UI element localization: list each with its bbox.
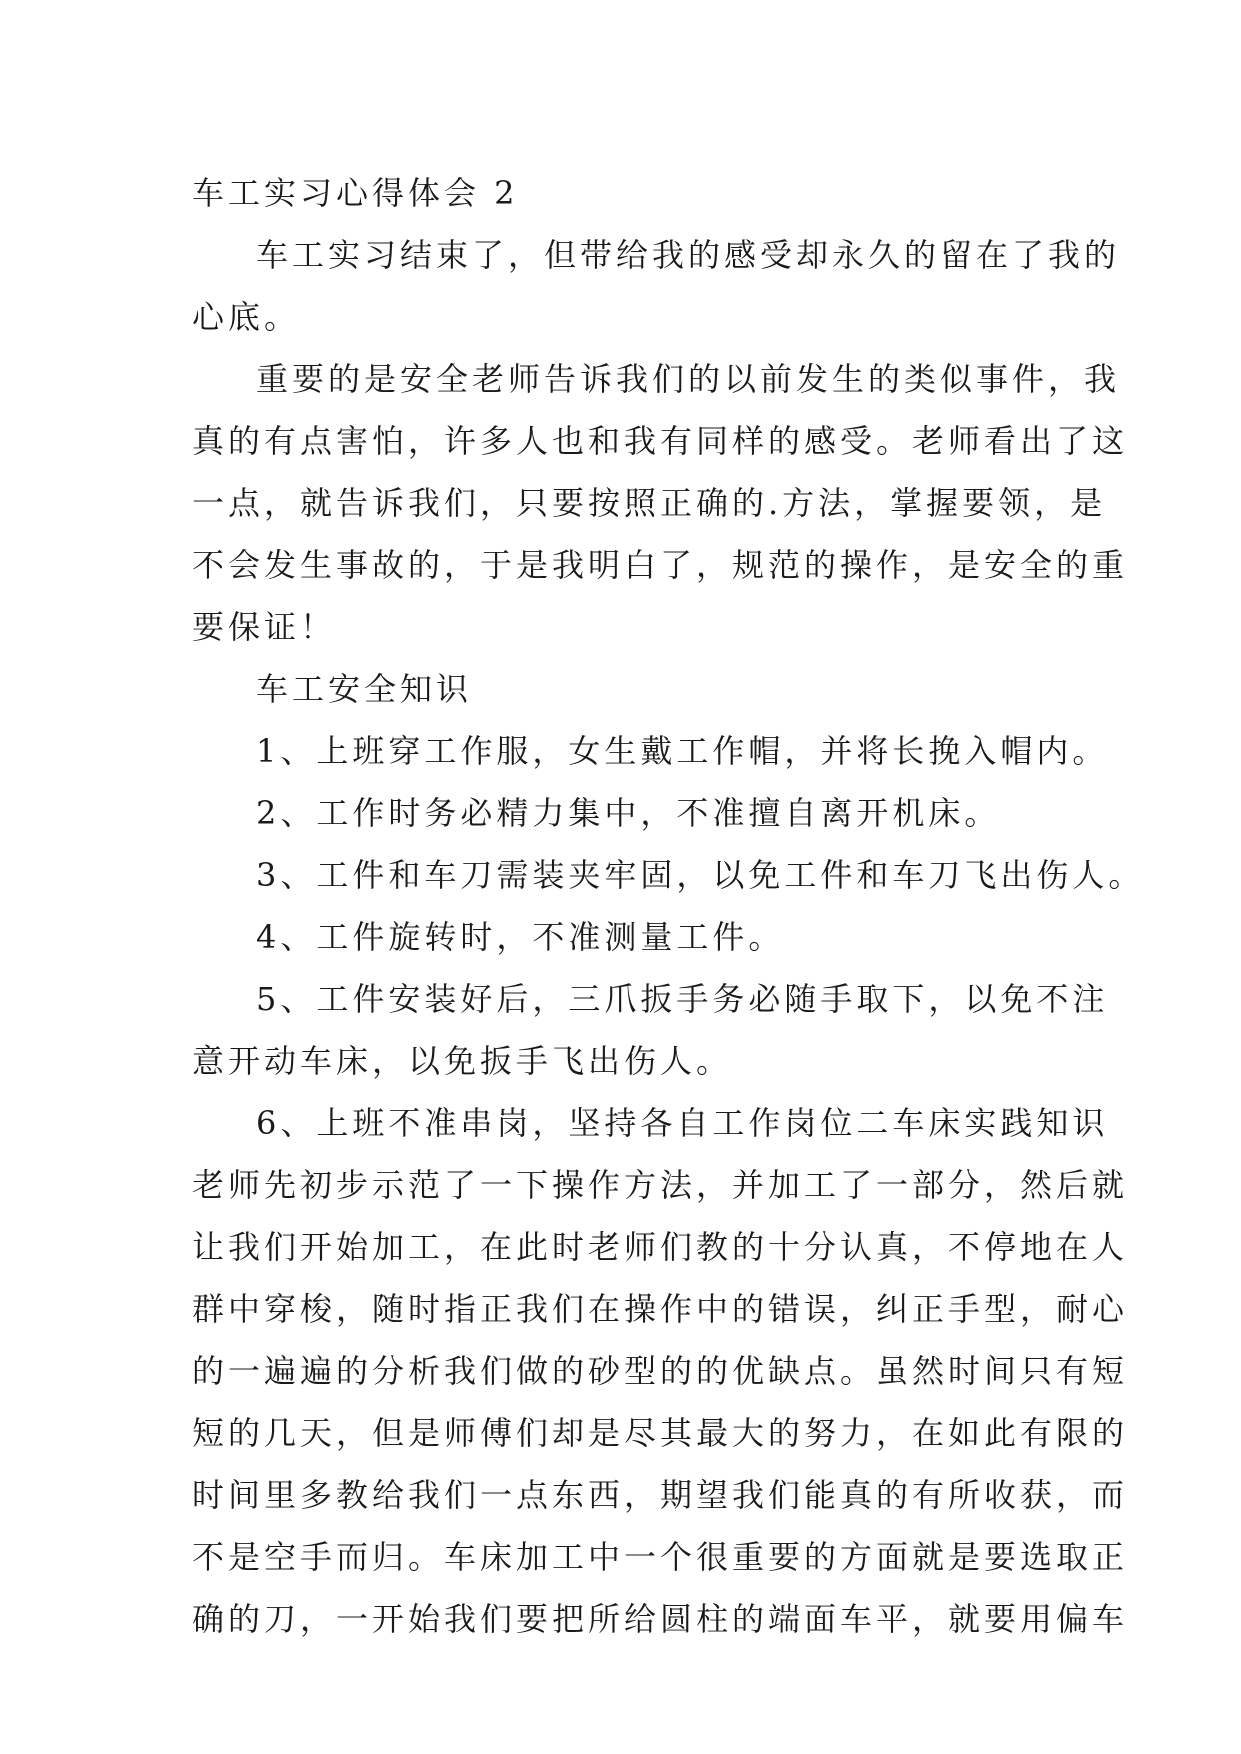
paragraph-line: 不是空手而归。车床加工中一个很重要的方面就是要选取正 [192, 1538, 1129, 1576]
paragraph-line: 时间里多教给我们一点东西，期望我们能真的有所收获，而 [192, 1476, 1129, 1514]
paragraph-line: 的一遍遍的分析我们做的砂型的的优缺点。虽然时间只有短 [192, 1352, 1129, 1390]
paragraph-line: 车工实习结束了，但带给我的感受却永久的留在了我的 [256, 236, 1121, 274]
paragraph-line: 真的有点害怕，许多人也和我有同样的感受。老师看出了这 [192, 422, 1129, 460]
list-item-continuation: 意开动车床，以免扳手飞出伤人。 [192, 1042, 733, 1080]
section-heading: 车工安全知识 [256, 670, 473, 708]
document-title: 车工实习心得体会 2 [192, 174, 519, 212]
paragraph-line: 让我们开始加工，在此时老师们教的十分认真，不停地在人 [192, 1228, 1129, 1266]
paragraph-line: 重要的是安全老师告诉我们的以前发生的类似事件，我 [256, 360, 1121, 398]
paragraph-line: 心底。 [192, 298, 301, 336]
paragraph-line: 老师先初步示范了一下操作方法，并加工了一部分，然后就 [192, 1166, 1129, 1204]
document-body [192, 162, 1145, 1650]
paragraph-line: 一点，就告诉我们，只要按照正确的.方法，掌握要领，是 [192, 484, 1107, 522]
list-item: 3、工件和车刀需装夹牢固，以免工件和车刀飞出伤人。 [256, 856, 1145, 894]
paragraph-line: 不会发生事故的，于是我明白了，规范的操作，是安全的重 [192, 546, 1129, 584]
list-item: 6、上班不准串岗，坚持各自工作岗位二车床实践知识 [256, 1104, 1109, 1142]
paragraph-line: 群中穿梭，随时指正我们在操作中的错误，纠正手型，耐心 [192, 1290, 1129, 1328]
paragraph-line: 要保证！ [192, 608, 337, 646]
list-item: 5、工件安装好后，三爪扳手务必随手取下，以免不注 [256, 980, 1109, 1018]
list-item: 4、工件旋转时，不准测量工件。 [256, 918, 785, 956]
paragraph-line: 确的刀，一开始我们要把所给圆柱的端面车平，就要用偏车 [192, 1600, 1129, 1638]
list-item: 2、工作时务必精力集中，不准擅自离开机床。 [256, 794, 1001, 832]
list-item: 1、上班穿工作服，女生戴工作帽，并将长挽入帽内。 [256, 732, 1109, 770]
paragraph-line: 短的几天，但是师傅们却是尽其最大的努力，在如此有限的 [192, 1414, 1129, 1452]
